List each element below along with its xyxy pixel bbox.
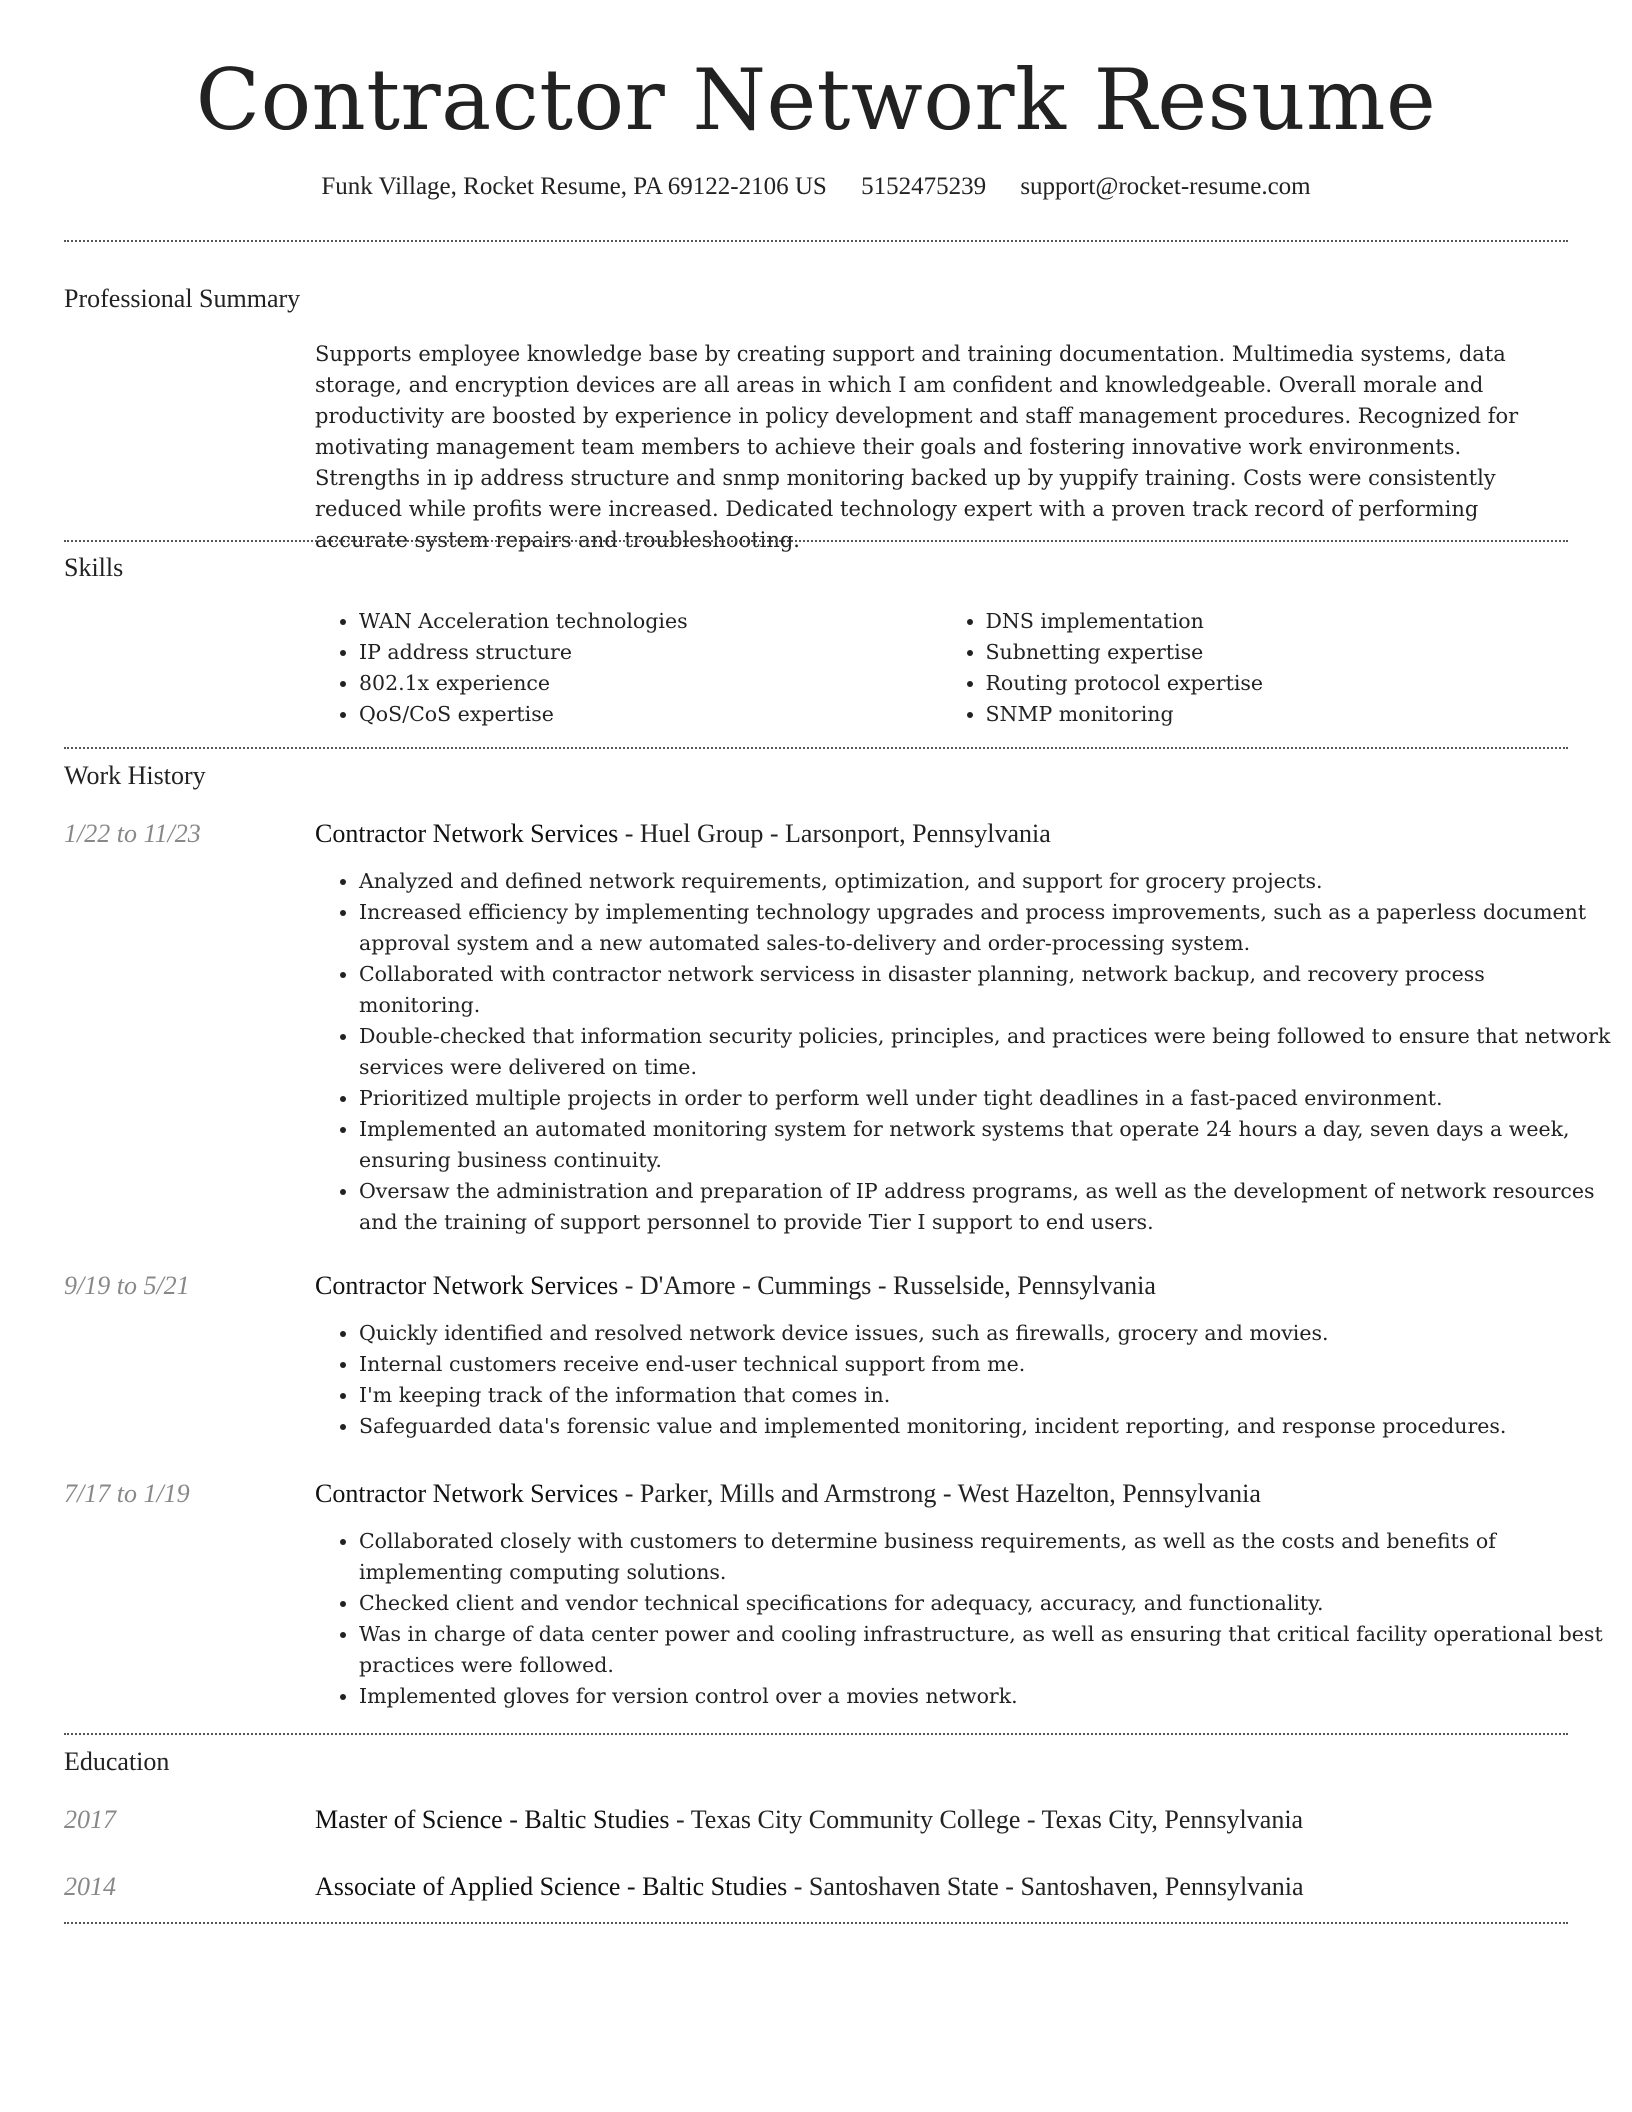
skills-column-left [315,606,942,730]
skills-column-right [942,606,1569,730]
list-item: • Was in charge of data center power and cooling infrastructure, as well as ensuring that critical facility operational best practices were followed. [359,1619,1612,1681]
list-item: • Oversaw the administration and preparation of IP address programs, as well as the development of network resources and the training of support personnel to provide Tier I support to end users. [359,1176,1612,1238]
section-title-summary: Professional Summary [64,284,301,313]
skill-item: • QoS/CoS expertise [359,699,942,730]
list-item: • Quickly identified and resolved network device issues, such as firewalls, grocery and movies. [359,1318,1612,1349]
skill-item: • Subnetting expertise [986,637,1569,668]
summary-text: Supports employee knowledge base by creating support and training documentation. Multimedia systems, data storage, and encryption devices are all areas in which I am confident and knowledgeable. Overall morale and productivity are boosted by experience in policy development and staff management procedures. Recognized for motivating management team members to achieve their goals and fostering innovative work environments. Strengths in ip address structure and snmp monitoring backed up by yuppify training. Costs were consistently reduced while profits were increased. Dedicated technology expert with a proven track record of performing accurate system repairs and troubleshooting. [315,342,1519,552]
list-item: • Analyzed and defined network requirements, optimization, and support for grocery projects. [359,866,1612,897]
job-dates: 7/17 to 1/19 [64,1479,190,1508]
skill-item: • 802.1x experience [359,668,942,699]
list-item: • Checked client and vendor technical specifications for adequacy, accuracy, and functionality. [359,1588,1612,1619]
section-title-skills: Skills [64,553,124,582]
section-title-work: Work History [64,761,206,790]
job-role: Contractor Network Services [315,1479,619,1508]
skill-item: • Routing protocol expertise [986,668,1569,699]
list-item: • Prioritized multiple projects in order to perform well under tight deadlines in a fast-paced environment. [359,1083,1612,1114]
list-item: • Double-checked that information security policies, principles, and practices were being followed to ensure that network services were delivered on time. [359,1021,1612,1083]
job-dates: 9/19 to 5/21 [64,1271,190,1300]
resume-page [64,0,1611,1901]
education-entry [315,1804,1568,1836]
list-item: • Increased efficiency by implementing technology upgrades and process improvements, such as a paperless document approval system and a new automated sales-to-delivery and order-processing system. [359,897,1612,959]
education-details: - Santoshaven State - Santoshaven, Pennsylvania [787,1872,1304,1901]
education-degree: Master of Science - Baltic Studies [315,1805,670,1834]
list-item: • Collaborated with contractor network servicess in disaster planning, network backup, and recovery process monitoring. [359,959,1612,1021]
list-item: • Implemented an automated monitoring system for network systems that operate 24 hours a day, seven days a week, ensuring business continuity. [359,1114,1612,1176]
list-item: • Safeguarded data's forensic value and implemented monitoring, incident reporting, and response procedures. [359,1411,1612,1442]
job-bullets [315,1526,1612,1712]
list-item: • Implemented gloves for version control over a movies network. [359,1681,1612,1712]
education-year: 2017 [64,1805,116,1834]
job-bullets [315,1318,1612,1442]
job-title [315,1478,1568,1510]
job-title [315,1270,1568,1302]
contact-email: support@rocket-resume.com [1020,173,1311,200]
skill-item: • WAN Acceleration technologies [359,606,942,637]
education-details: - Texas City Community College - Texas City, Pennsylvania [669,1805,1304,1834]
resume-name: Contractor Network Resume [195,51,1437,149]
job-role: Contractor Network Services [315,1271,619,1300]
job-details: - Parker, Mills and Armstrong - West Hazelton, Pennsylvania [618,1479,1261,1508]
skill-item: • IP address structure [359,637,942,668]
skill-item: • SNMP monitoring [986,699,1569,730]
divider [64,1733,1568,1735]
divider [64,240,1568,242]
education-entry [315,1871,1568,1903]
list-item: • I'm keeping track of the information that comes in. [359,1380,1612,1411]
contact-line [64,170,1568,204]
list-item: • Collaborated closely with customers to determine business requirements, as well as the costs and benefits of implementing computing solutions. [359,1526,1612,1588]
skill-item: • DNS implementation [986,606,1569,637]
job-title [315,818,1568,850]
job-details: - Huel Group - Larsonport, Pennsylvania [618,819,1051,848]
education-degree: Associate of Applied Science - Baltic Studies [315,1872,788,1901]
list-item: • Internal customers receive end-user technical support from me. [359,1349,1612,1380]
contact-address: Funk Village, Rocket Resume, PA 69122-2106 US [321,173,827,200]
job-role: Contractor Network Services [315,819,619,848]
divider [64,747,1568,749]
job-bullets [315,866,1612,1238]
divider [64,1922,1568,1924]
skills-list [315,606,1568,730]
education-year: 2014 [64,1872,116,1901]
job-details: - D'Amore - Cummings - Russelside, Pennsylvania [618,1271,1156,1300]
contact-phone: 5152475239 [861,173,987,200]
divider [64,540,1568,542]
job-dates: 1/22 to 11/23 [64,819,201,848]
section-title-education: Education [64,1747,170,1776]
